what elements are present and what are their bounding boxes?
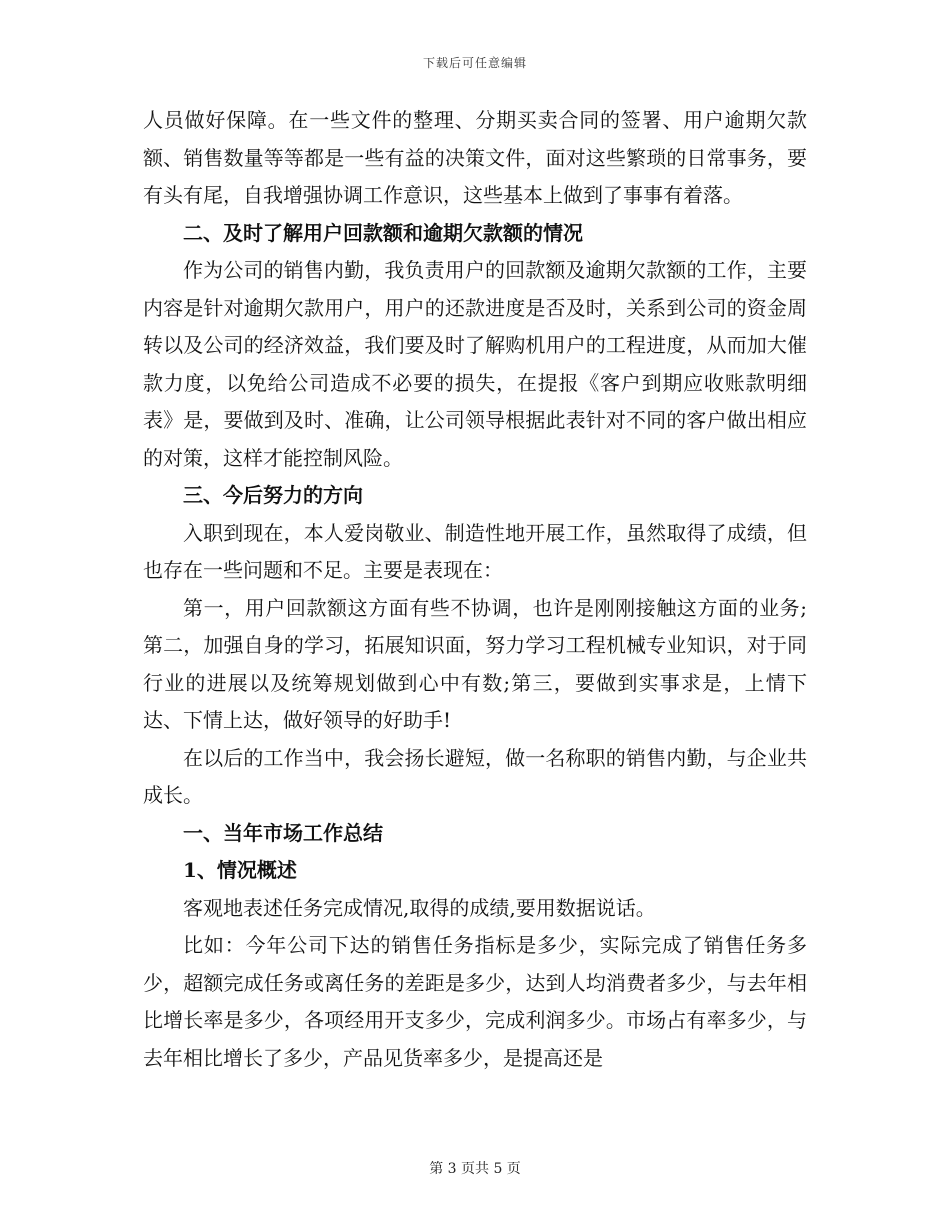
document-body bbox=[143, 102, 807, 1077]
page-footer: 第 3 页共 5 页 bbox=[429, 1161, 521, 1177]
body-paragraph: 作为公司的销售内勤，我负责用户的回款额及逾期欠款额的工作，主要内容是针对逾期欠款用户，用户的还款进度是否及时，关系到公司的资金周转以及公司的经济效益，我们要及时了解购机用户的工程进度，从而加大催款力度，以免给公司造成不必要的损失，在提报《客户到期应收账款明细表》是，要做到及时、准确，让公司领导根据此表针对不同的客户做出相应的对策，这样才能控制风险。 bbox=[143, 258, 807, 470]
body-paragraph-continuation: 人员做好保障。在一些文件的整理、分期买卖合同的签署、用户逾期欠款额、销售数量等等都是一些有益的决策文件，面对这些繁琐的日常事务，要有头有尾，自我增强协调工作意识，这些基本上做到了事事有着落。 bbox=[143, 108, 807, 207]
body-paragraph: 入职到现在，本人爱岗敬业、制造性地开展工作，虽然取得了成绩，但也存在一些问题和不足。主要是表现在： bbox=[143, 520, 807, 582]
section-heading-1: 一、当年市场工作总结 bbox=[183, 820, 383, 845]
body-paragraph: 在以后的工作当中，我会扬长避短，做一名称职的销售内勤，与企业共成长。 bbox=[143, 745, 807, 807]
section-heading-3: 三、今后努力的方向 bbox=[183, 483, 363, 507]
subsection-heading-1: 1、情况概述 bbox=[183, 858, 297, 882]
body-paragraph: 客观地表述任务完成情况,取得的成绩,要用数据说话。 bbox=[183, 895, 656, 920]
body-paragraph: 第一，用户回款额这方面有些不协调，也许是刚刚接触这方面的业务;第二，加强自身的学习，拓展知识面，努力学习工程机械专业知识，对于同行业的进展以及统筹规划做到心中有数;第三，要做到实事求是，上情下达、下情上达，做好领导的好助手! bbox=[143, 595, 807, 732]
body-paragraph: 比如：今年公司下达的销售任务指标是多少，实际完成了销售任务多少，超额完成任务或离任务的差距是多少，达到人均消费者多少，与去年相比增长率是多少，各项经用开支多少，完成利润多少。市场占有率多少，与去年相比增长了多少，产品见货率多少，是提高还是 bbox=[143, 933, 807, 1070]
page-header: 下载后可任意编辑 bbox=[422, 56, 527, 70]
section-heading-2: 二、及时了解用户回款额和逾期欠款额的情况 bbox=[183, 220, 583, 245]
